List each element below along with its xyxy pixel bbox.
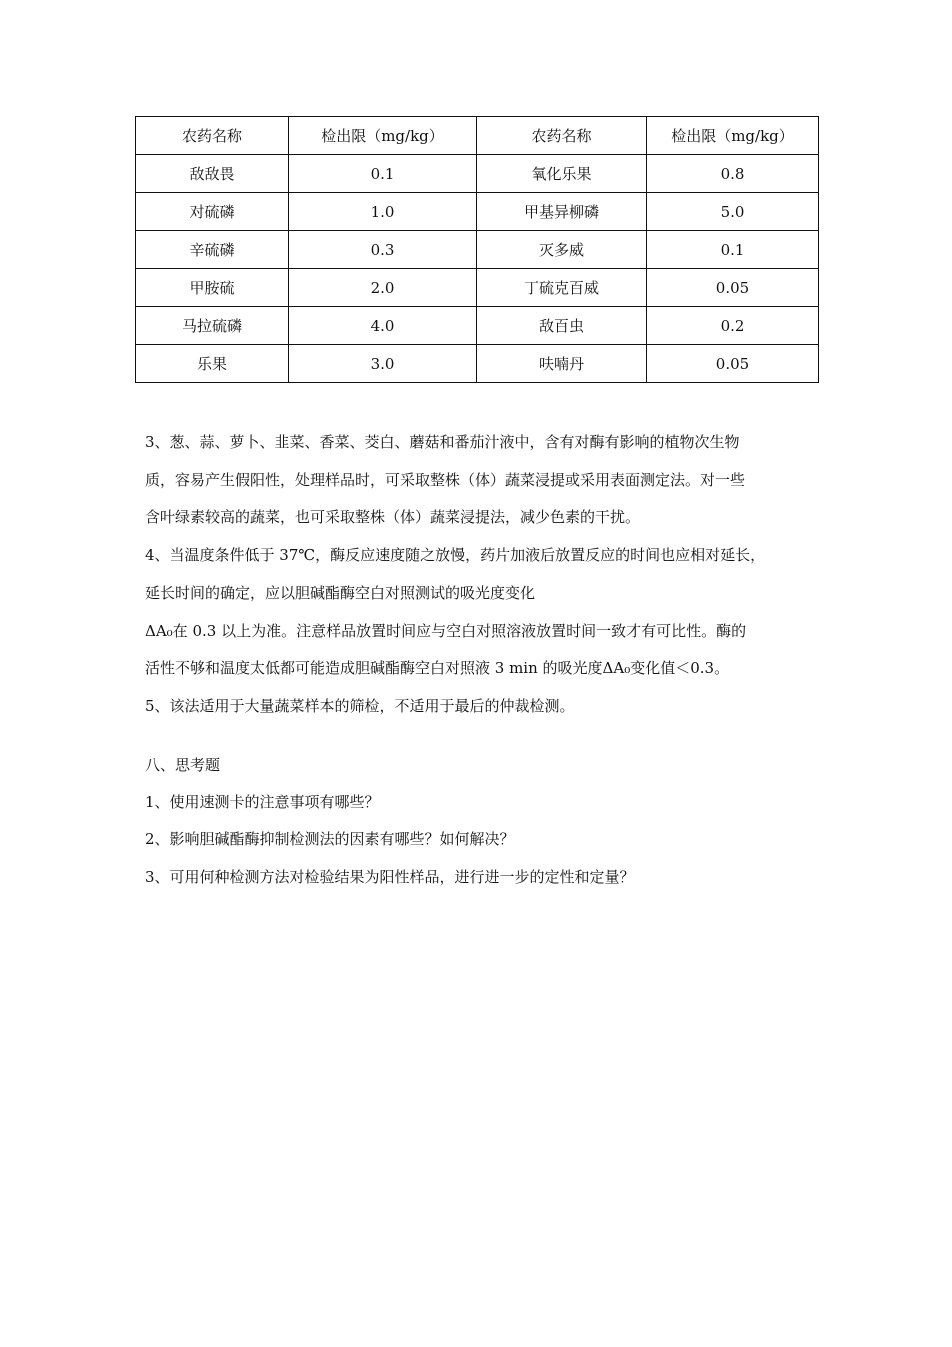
question-item: 3、可用何种检测方法对检验结果为阳性样品，进行进一步的定性和定量？ <box>145 867 635 886</box>
pesticide-name-cell: 丁硫克百威 <box>477 269 647 307</box>
pesticide-name-cell: 对硫磷 <box>136 193 289 231</box>
table-row <box>136 345 819 383</box>
pesticide-name-cell: 甲基异柳磷 <box>477 193 647 231</box>
detection-limit-cell: 0.05 <box>647 269 819 307</box>
questions-section <box>145 747 820 896</box>
note-line: 质，容易产生假阳性，处理样品时，可采取整株（体）蔬菜浸提或采用表面测定法。对一些 <box>145 470 746 489</box>
pesticide-name-cell: 呋喃丹 <box>477 345 647 383</box>
pesticide-name-cell: 敌百虫 <box>477 307 647 345</box>
detection-limit-cell: 0.1 <box>647 231 819 269</box>
table-row <box>136 307 819 345</box>
header-cell: 农药名称 <box>136 117 289 155</box>
pesticide-name-cell: 氧化乐果 <box>477 155 647 193</box>
pesticide-name-cell: 乐果 <box>136 345 289 383</box>
table-row <box>136 231 819 269</box>
note-line: 4、当温度条件低于 37℃，酶反应速度随之放慢，药片加液后放置反应的时间也应相对延长， <box>145 546 766 565</box>
pesticide-name-cell: 辛硫磷 <box>136 231 289 269</box>
header-cell: 检出限（mg/kg） <box>289 117 477 155</box>
note-line: 3、葱、蒜、萝卜、韭菜、香菜、茭白、蘑菇和番茄汁液中，含有对酶有影响的植物次生物 <box>145 433 740 451</box>
table-header-row <box>136 117 819 155</box>
table-row <box>136 155 819 193</box>
detection-limit-cell: 0.8 <box>647 155 819 193</box>
detection-limit-cell: 1.0 <box>289 193 477 231</box>
pesticide-detection-limit-table <box>135 116 819 383</box>
header-cell: 检出限（mg/kg） <box>647 117 819 155</box>
pesticide-name-cell: 灭多威 <box>477 231 647 269</box>
pesticide-name-cell: 甲胺硫 <box>136 269 289 307</box>
detection-limit-cell: 4.0 <box>289 307 477 345</box>
table-row <box>136 269 819 307</box>
note-line: 延长时间的确定，应以胆碱酯酶空白对照测试的吸光度变化 <box>145 583 536 602</box>
detection-limit-cell: 2.0 <box>289 269 477 307</box>
detection-limit-cell: 0.3 <box>289 231 477 269</box>
detection-limit-cell: 3.0 <box>289 345 477 383</box>
header-cell: 农药名称 <box>477 117 647 155</box>
note-line: ΔA₀在 0.3 以上为准。注意样品放置时间应与空白对照溶液放置时间一致才有可比性。酶的 <box>145 621 747 640</box>
question-item: 1、使用速测卡的注意事项有哪些？ <box>145 793 380 812</box>
pesticide-name-cell: 马拉硫磷 <box>136 307 289 345</box>
detection-limit-cell: 0.05 <box>647 345 819 383</box>
section-heading: 八、思考题 <box>145 756 221 774</box>
question-item: 2、影响胆碱酯酶抑制检测法的因素有哪些？如何解决？ <box>145 830 515 849</box>
note-line: 活性不够和温度太低都可能造成胆碱酯酶空白对照液 3 min 的吸光度ΔA₀变化值＜0.3。 <box>145 659 730 678</box>
notes-section <box>145 424 820 726</box>
detection-limit-cell: 0.1 <box>289 155 477 193</box>
note-line: 含叶绿素较高的蔬菜，也可采取整株（体）蔬菜浸提法，减少色素的干扰。 <box>145 508 641 527</box>
table-row <box>136 193 819 231</box>
detection-limit-cell: 5.0 <box>647 193 819 231</box>
pesticide-name-cell: 敌敌畏 <box>136 155 289 193</box>
note-line: 5、该法适用于大量蔬菜样本的筛检，不适用于最后的仲裁检测。 <box>145 696 575 715</box>
detection-limit-cell: 0.2 <box>647 307 819 345</box>
